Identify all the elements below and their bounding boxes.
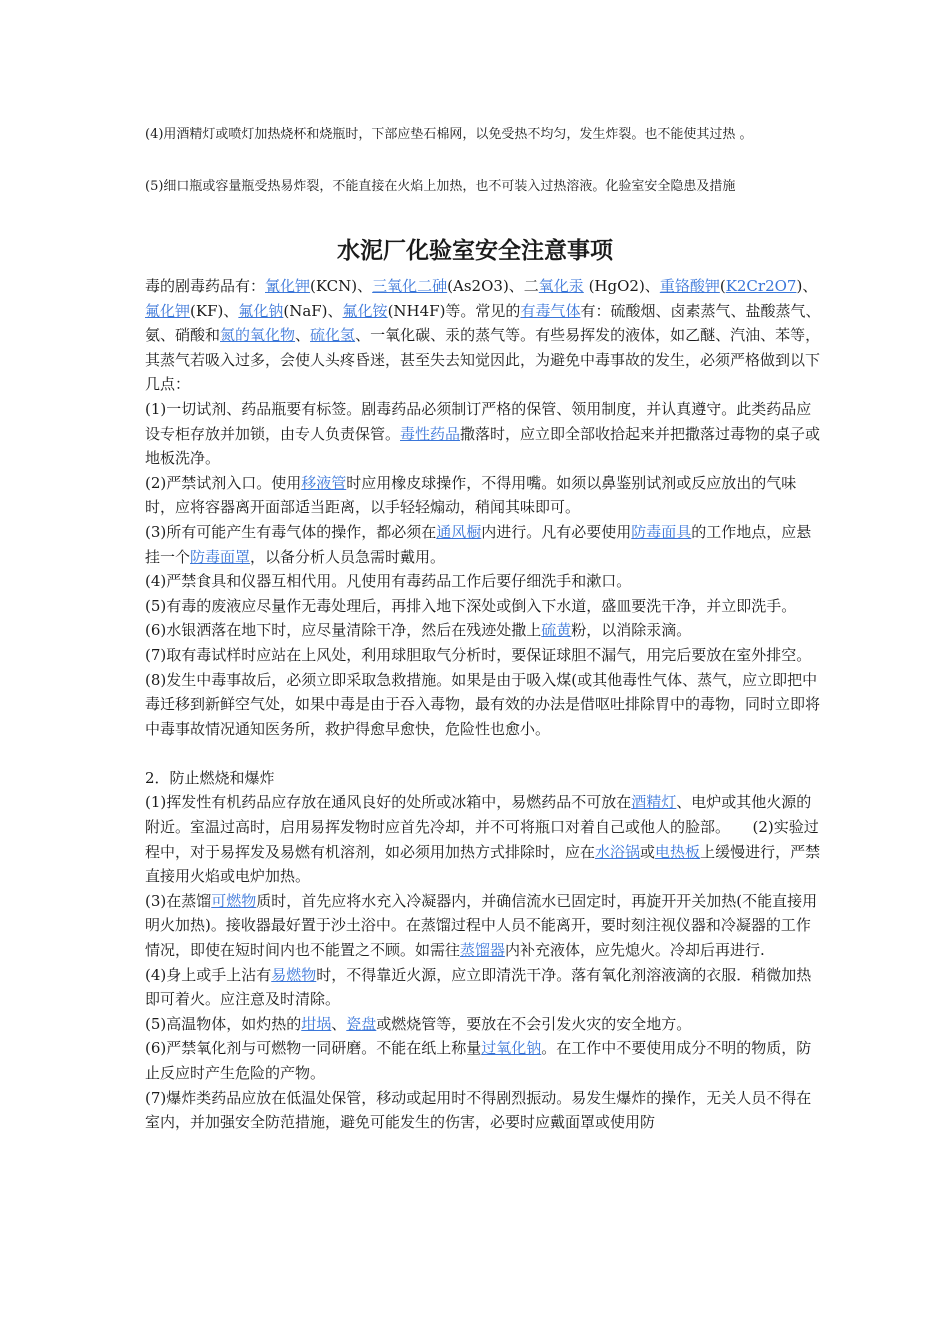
item-2: (2)严禁试剂入口。使用移液管时应用橡皮球操作，不得用嘴。如须以鼻鉴别试剂或反应放出的气味时，应将容器离开面部适当距离，以手轻轻煽动，稍闻其味即可。: [145, 473, 797, 517]
link-h2s[interactable]: 硫化氢: [310, 326, 356, 345]
link-kf[interactable]: 氟化钾: [145, 301, 191, 320]
item-3: (3)所有可能产生有毒气体的操作，都必须在通风橱内进行。凡有必要使用防毒面具的工作地点，应悬挂一个防毒面罩，以备分析人员急需时戴用。: [145, 522, 812, 566]
link-mercury-oxide[interactable]: 氧化汞: [538, 277, 584, 295]
item-1: (1)一切试剂、药品瓶要有标签。剧毒药品必须制订严格的保管、领用制度，并认真遵守。此类药品应设专柜存放并加锁，由专人负责保管。毒性药品撒落时，应立即全部收拾起来并把撒落过毒物的桌子或地板洗净。: [145, 399, 821, 468]
link-naf[interactable]: 氟化钠: [238, 301, 284, 320]
link-water-bath[interactable]: 水浴锅: [595, 842, 641, 861]
fire-item-3: (3)在蒸馏可燃物质时，首先应将水充入冷凝器内，并确信流水已固定时，再旋开开关加热(不能直接用明火加热)。接收器最好置于沙土浴中。在蒸馏过程中人员不能离开，要时刻注视仪器和冷凝器的工作情况，即使在短时间内也不能置之不顾。如需往蒸馏器内补充液体，应先熄火。冷却后再进行.: [145, 891, 818, 960]
fire-item-5: (5)高温物体，如灼热的坩埚、瓷盘或燃烧管等，要放在不会引发火灾的安全地方。: [145, 1014, 692, 1033]
link-sulfur[interactable]: 硫黄: [541, 621, 572, 640]
link-k2cr2o7[interactable]: K2Cr2O7: [725, 277, 797, 295]
spacer: [145, 741, 821, 766]
item-4: (4)严禁食具和仪器互相代用。凡使用有毒药品工作后要仔细洗手和漱口。: [145, 572, 632, 591]
link-gas-mask-cover[interactable]: 防毒面罩: [190, 547, 251, 566]
item-5: (5)有毒的废液应尽量作无毒处理后，再排入地下深处或倒入下水道，盛皿要洗干净，并立即洗手。: [145, 596, 797, 615]
link-sodium-peroxide[interactable]: 过氧化钠: [481, 1039, 542, 1058]
page-title: 水泥厂化验室安全注意事项: [337, 238, 613, 264]
section-heading-2: 2．防止燃烧和爆炸: [145, 768, 275, 787]
link-nitrogen-oxides[interactable]: 氮的氧化物: [220, 326, 296, 345]
link-nh4f[interactable]: 氟化铵: [342, 301, 388, 320]
fire-item-7: (7)爆炸类药品应放在低温处保管，移动或起用时不得剧烈振动。易发生爆炸的操作，无关人员不得在室内，并加强安全防范措施，避免可能发生的伤害，必要时应戴面罩或使用防: [145, 1088, 812, 1132]
item-7: (7)取有毒试样时应站在上风处，利用球胆取气分析时，要保证球胆不漏气，用完后要放在室外排空。: [145, 645, 812, 664]
link-distiller[interactable]: 蒸馏器: [460, 941, 506, 960]
link-toxic-gas[interactable]: 有毒气体: [520, 301, 581, 320]
link-porcelain-dish[interactable]: 瓷盘: [346, 1014, 377, 1033]
fire-item-1-2: (1)挥发性有机药品应存放在通风良好的处所或冰箱中，易燃药品不可放在酒精灯、电炉或其他火源的附近。室温过高时，启用易挥发物时应首先冷却，并不可将瓶口对着自己或他人的脸部。 (2)实验过程中，对于易挥发及易燃有机溶剂，如必须用加热方式排除时，应在水浴锅或电热板上缓慢进行，严禁直接用火焰或电炉加热。: [145, 793, 821, 886]
document-body: [145, 274, 821, 1135]
link-gas-mask[interactable]: 防毒面具: [631, 522, 692, 541]
intro-paragraph: 毒的剧毒药品有：氰化钾(KCN)、三氧化二砷(As2O3)、二氧化汞 (HgO2)、重铬酸钾(K2Cr2O7)、氟化钾(KF)、氟化钠(NaF)、氟化铵(NH4F)等。常见的有毒气体有：硫酸烟、卤素蒸气、盐酸蒸气、氨、硝酸和氮的氧化物、硫化氢、一氧化碳、汞的蒸气等。有些易挥发的液体，如乙醚、汽油、苯等，其蒸气若吸入过多，会使人头疼昏迷，甚至失去知觉因此，为避免中毒事故的发生，必须严格做到以下几点：: [145, 277, 821, 394]
link-combustible[interactable]: 可燃物: [211, 891, 257, 910]
link-toxic-drugs[interactable]: 毒性药品: [400, 424, 461, 443]
item-6: (6)水银洒落在地下时，应尽量清除干净，然后在残迹处撒上硫黄粉，以消除汞滴。: [145, 621, 692, 640]
paragraph-item-4-top: (4)用酒精灯或喷灯加热烧杯和烧瓶时，下部应垫石棉网，以免受热不均匀，发生炸裂。也不能使其过热 。: [145, 127, 753, 142]
link-hot-plate[interactable]: 电热板: [655, 842, 701, 861]
link-alcohol-lamp[interactable]: 酒精灯: [631, 793, 677, 812]
paragraph-item-5-top: (5)细口瓶或容量瓶受热易炸裂，不能直接在火焰上加热，也不可装入过热溶液。化验室安全隐患及措施: [145, 179, 736, 194]
fire-item-6: (6)严禁氧化剂与可燃物一同研磨。不能在纸上称量过氧化钠。在工作中不要使用成分不明的物质，防止反应时产生危险的产物。: [145, 1039, 812, 1082]
link-fume-hood[interactable]: 通风橱: [436, 522, 482, 541]
link-as2o3[interactable]: 三氧化二砷: [372, 277, 448, 295]
link-flammable[interactable]: 易燃物: [271, 965, 317, 984]
link-pipette[interactable]: 移液管: [301, 473, 347, 492]
link-kcn[interactable]: 氰化钾: [265, 277, 311, 295]
item-8: (8)发生中毒事故后，必须立即采取急救措施。如果是由于吸入煤(或其他毒性气体、蒸气，应立即把中毒迁移到新鲜空气处，如果中毒是由于吞入毒物，最有效的办法是借呕吐排除胃中的毒物，同时立即将中毒事故情况通知医务所，救护得愈早愈快，危险性也愈小。: [145, 670, 821, 738]
link-potassium-dichromate[interactable]: 重铬酸钾: [659, 277, 720, 295]
fire-item-4: (4)身上或手上沾有易燃物时，不得靠近火源，应立即清洗干净。落有氧化剂溶液滴的衣服．稍微加热即可着火。应注意及时清除。: [145, 965, 812, 1009]
link-crucible[interactable]: 坩埚: [301, 1014, 332, 1033]
